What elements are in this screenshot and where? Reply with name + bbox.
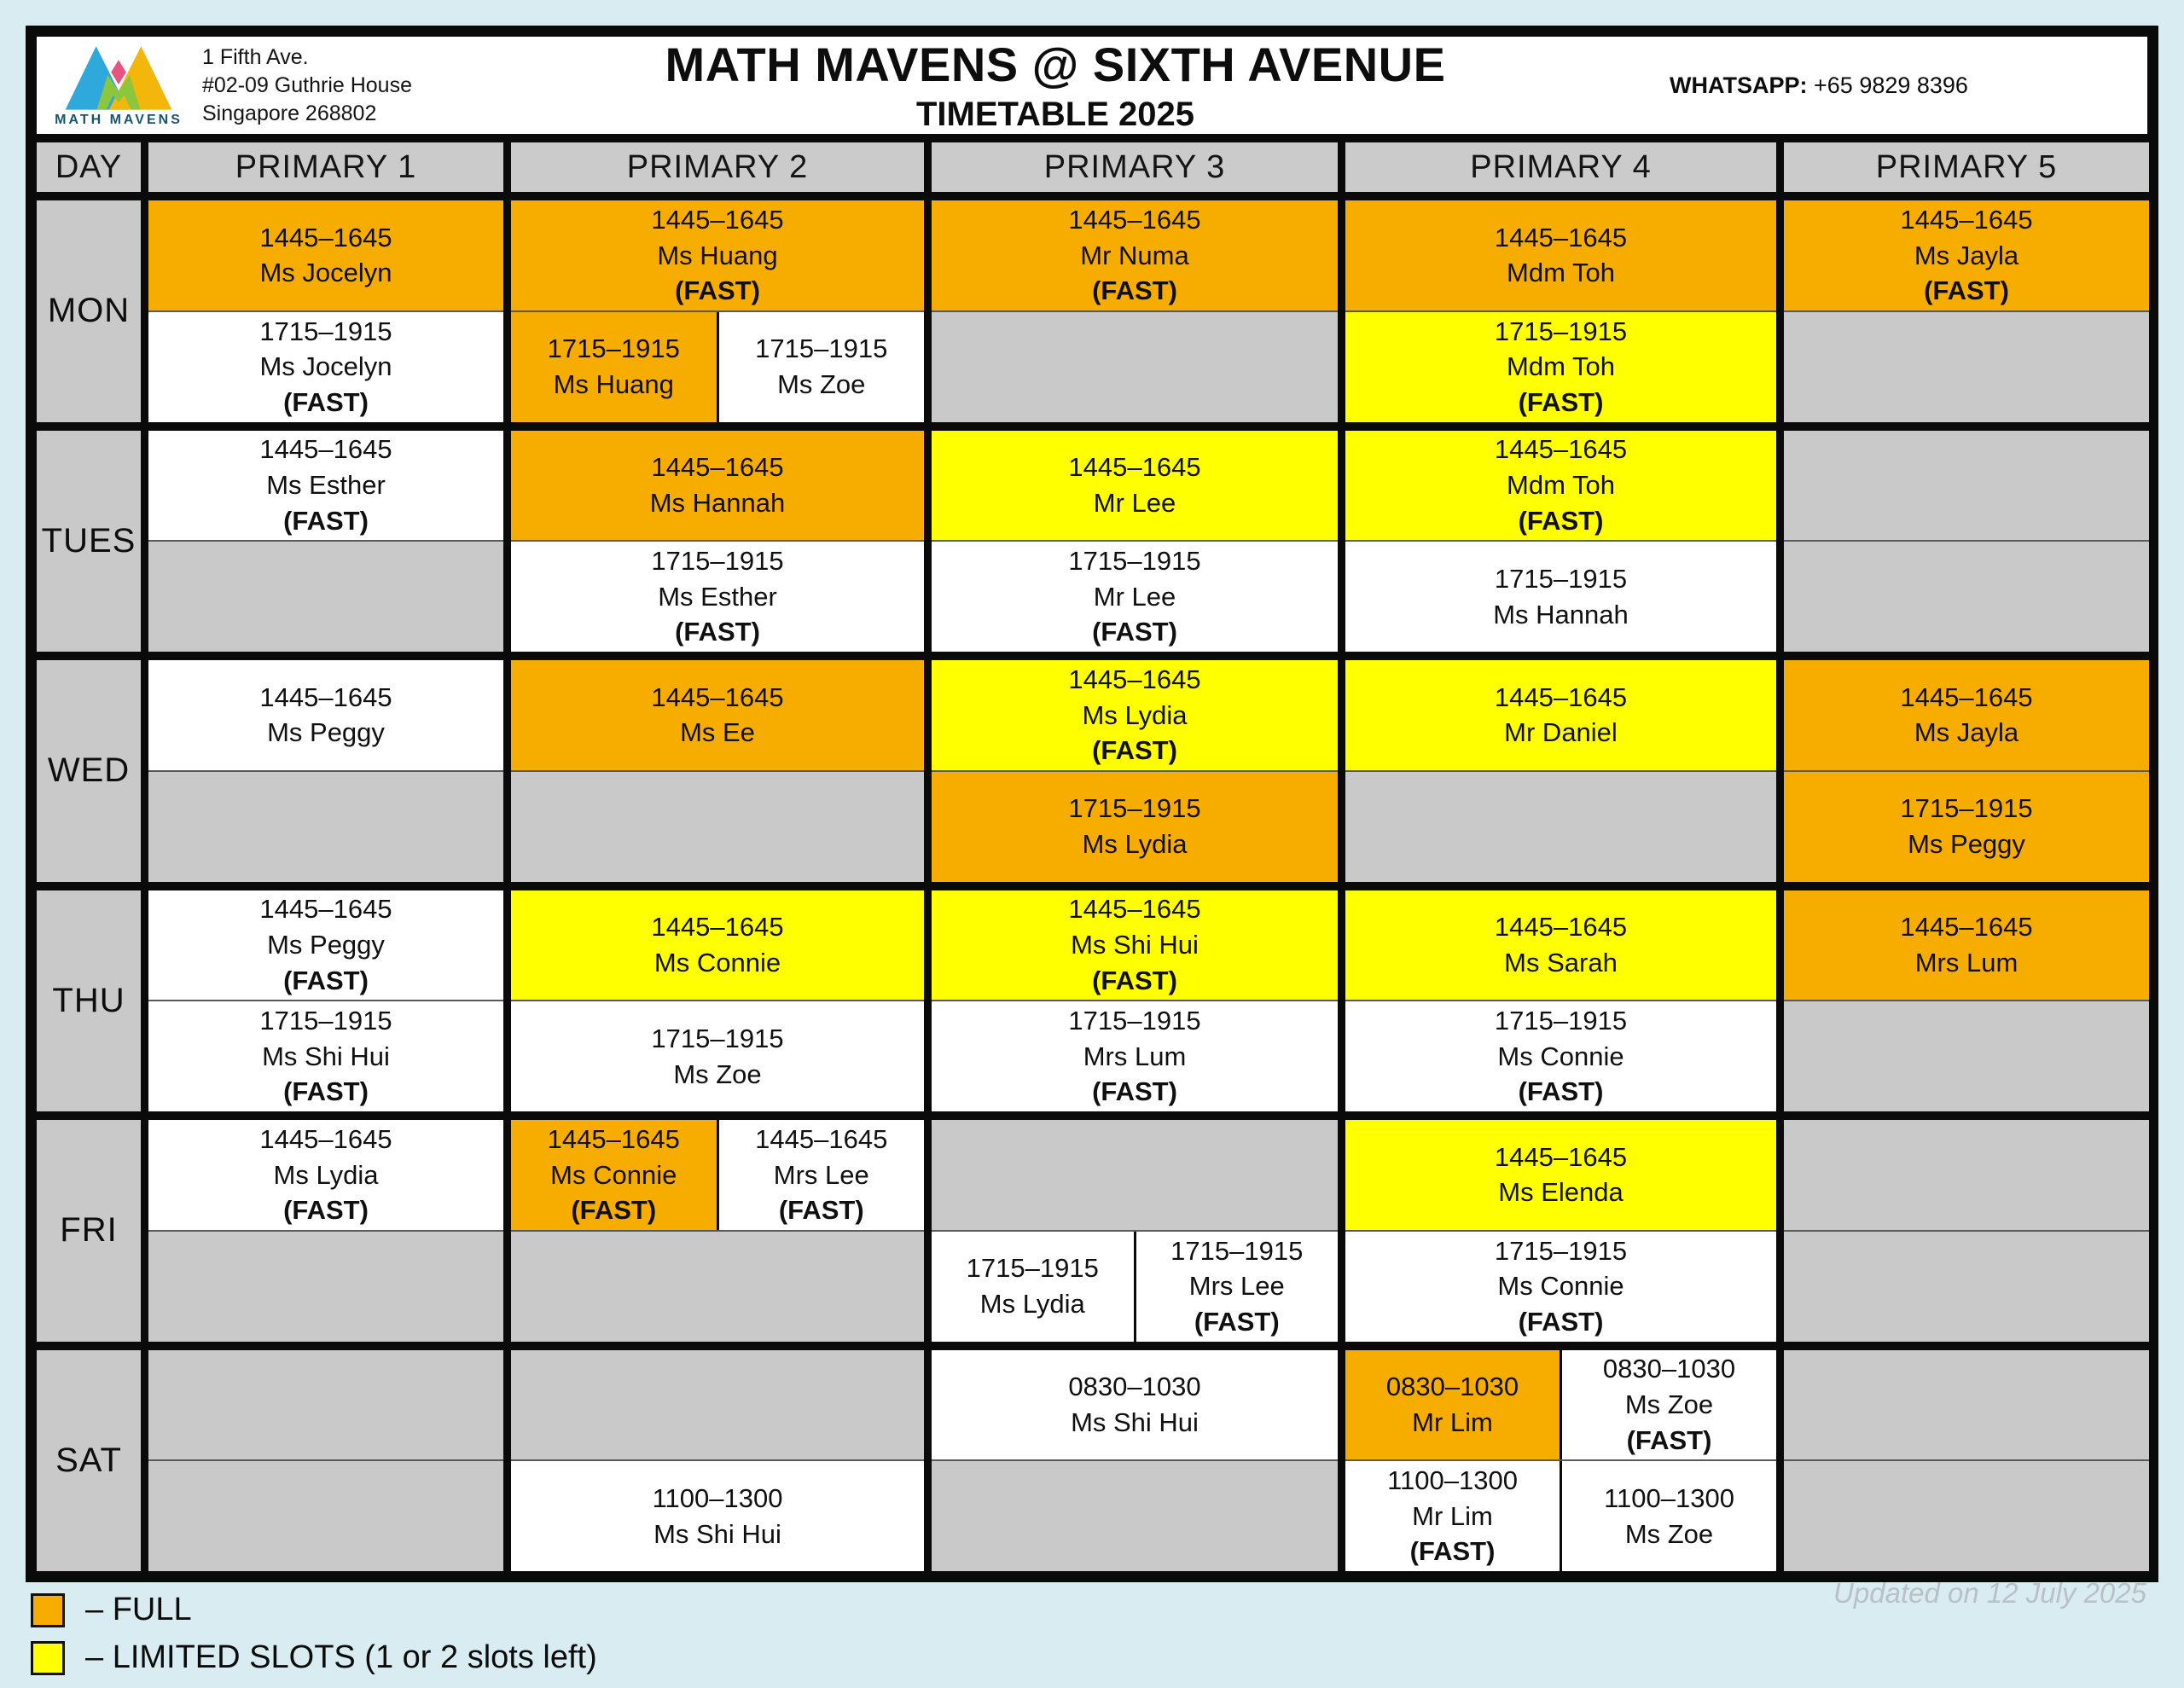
slot-teacher: Ms Elenda — [1498, 1177, 1623, 1208]
wed-primary5 — [1784, 660, 2149, 882]
fri-primary1 — [148, 1120, 503, 1342]
slot-teacher: Ms Esther — [658, 581, 777, 612]
wed-primary3 — [932, 660, 1338, 882]
timetable — [26, 26, 2158, 1582]
slot-time: 0830–1030 — [1385, 1372, 1519, 1402]
slot-time: 1715–1915 — [1068, 546, 1201, 577]
slot-teacher: Ms Zoe — [1624, 1389, 1714, 1420]
timetable-row-sat — [37, 1350, 2147, 1572]
slot-teacher: Ms Ee — [680, 717, 755, 748]
empty-slot — [511, 1232, 924, 1342]
empty-slot — [148, 1350, 503, 1460]
slot-cell — [1345, 890, 1776, 1001]
header-primary2: PRIMARY 2 — [511, 142, 924, 192]
slot-cell — [932, 1232, 1134, 1342]
empty-slot — [1784, 312, 2149, 422]
slot-fast-tag: (FAST) — [1092, 1076, 1177, 1107]
slot-teacher: Mr Lee — [1093, 581, 1176, 612]
fri-primary2 — [511, 1120, 924, 1342]
slot-time: 1445–1645 — [259, 894, 392, 925]
sat-primary4 — [1345, 1350, 1776, 1572]
slot-time: 1715–1915 — [259, 316, 392, 346]
page-title: MATH MAVENS @ SIXTH AVENUE — [665, 38, 1446, 91]
slot-fast-tag: (FAST) — [1092, 965, 1177, 995]
thu-primary2 — [511, 890, 924, 1112]
empty-slot — [1784, 1120, 2149, 1230]
slot-fast-tag: (FAST) — [283, 386, 369, 417]
empty-slot — [932, 1461, 1338, 1571]
slot-time: 1100–1300 — [1604, 1482, 1734, 1513]
empty-slot — [1784, 1232, 2149, 1342]
thu-primary4 — [1345, 890, 1776, 1112]
fri-primary3 — [932, 1120, 1338, 1342]
slot-teacher: Mrs Lum — [1083, 1041, 1187, 1071]
slot-fast-tag: (FAST) — [1092, 617, 1177, 647]
slot-cell — [511, 312, 717, 422]
slot-cell — [1345, 312, 1776, 422]
slot-cell — [511, 660, 924, 770]
slot-teacher: Ms Hannah — [1493, 599, 1629, 629]
slot-cell — [511, 1120, 717, 1230]
day-label-sat: SAT — [37, 1350, 141, 1572]
slot-fast-tag: (FAST) — [1924, 276, 2009, 306]
slot-cell — [511, 1461, 924, 1571]
empty-slot — [1784, 1001, 2149, 1111]
address-line: 1 Fifth Ave. — [202, 44, 309, 69]
tues-primary4 — [1345, 431, 1776, 653]
slot-teacher: Ms Connie — [550, 1159, 677, 1190]
header-primary3: PRIMARY 3 — [932, 142, 1338, 192]
slot-fast-tag: (FAST) — [675, 276, 760, 306]
day-label-wed: WED — [37, 660, 141, 882]
address-line: Singapore 268802 — [202, 101, 377, 125]
slot-teacher: Mr Lee — [1093, 487, 1176, 518]
slot-cell — [148, 431, 503, 541]
thu-primary1 — [148, 890, 503, 1112]
slot-teacher: Mr Numa — [1080, 240, 1189, 270]
sat-primary5 — [1784, 1350, 2149, 1572]
slot-cell — [932, 890, 1338, 1001]
slot-cell — [1562, 1461, 1776, 1571]
slot-teacher: Ms Shi Hui — [1071, 1407, 1199, 1437]
address-block — [202, 44, 441, 128]
split-slot — [1345, 1461, 1776, 1571]
slot-cell — [511, 1001, 924, 1111]
slot-time: 1715–1915 — [1170, 1235, 1304, 1266]
legend-label-full: – FULL — [85, 1592, 192, 1627]
wed-primary4 — [1345, 660, 1776, 882]
slot-teacher: Ms Zoe — [777, 369, 866, 400]
slot-fast-tag: (FAST) — [283, 505, 369, 536]
slot-time: 1445–1645 — [755, 1123, 888, 1154]
slot-cell — [511, 200, 924, 310]
mon-primary1 — [148, 200, 503, 422]
day-label-thu: THU — [37, 890, 141, 1112]
address-line: #02-09 Guthrie House — [202, 73, 412, 97]
slot-time: 1715–1915 — [1494, 316, 1628, 346]
slot-time: 1100–1300 — [652, 1482, 783, 1513]
legend-row-full — [31, 1592, 597, 1628]
slot-teacher: Ms Huang — [553, 369, 674, 400]
mountains-logo-icon — [62, 44, 175, 112]
empty-slot — [1784, 1461, 2149, 1571]
slot-time: 1445–1645 — [1494, 1141, 1628, 1172]
split-slot — [932, 1232, 1338, 1342]
timetable-row-wed — [37, 660, 2147, 882]
slot-fast-tag: (FAST) — [283, 965, 369, 995]
tues-primary5 — [1784, 431, 2149, 653]
slot-time: 1445–1645 — [1068, 664, 1201, 694]
slot-time: 1715–1915 — [1900, 793, 2033, 824]
slot-cell — [932, 772, 1338, 882]
whatsapp-contact — [1670, 73, 2147, 99]
updated-note: Updated on 12 July 2025 — [1833, 1577, 2146, 1609]
full-color-swatch — [31, 1593, 65, 1627]
slot-cell — [511, 890, 924, 1001]
slot-fast-tag: (FAST) — [1092, 735, 1177, 766]
slot-teacher: Ms Peggy — [267, 717, 385, 748]
slot-time: 1100–1300 — [1387, 1465, 1518, 1496]
sat-primary3 — [932, 1350, 1338, 1572]
split-slot — [511, 312, 924, 422]
empty-slot — [511, 772, 924, 882]
slot-fast-tag: (FAST) — [1626, 1424, 1712, 1455]
mon-primary3 — [932, 200, 1338, 422]
slot-time: 1445–1645 — [1900, 682, 2033, 712]
slot-fast-tag: (FAST) — [1194, 1306, 1280, 1337]
slot-time: 1445–1645 — [651, 452, 784, 483]
sat-primary2 — [511, 1350, 924, 1572]
slot-cell — [1784, 772, 2149, 882]
mon-primary5 — [1784, 200, 2149, 422]
slot-time: 1445–1645 — [259, 1123, 392, 1154]
thu-primary3 — [932, 890, 1338, 1112]
header-primary5: PRIMARY 5 — [1784, 142, 2149, 192]
legend — [31, 1592, 597, 1676]
slot-teacher: Mdm Toh — [1507, 351, 1615, 382]
slot-teacher: Ms Shi Hui — [262, 1041, 390, 1071]
thu-primary5 — [1784, 890, 2149, 1112]
masthead — [37, 37, 2147, 134]
slot-teacher: Mrs Lum — [1914, 947, 2018, 977]
timetable-row-mon — [37, 200, 2147, 422]
slot-fast-tag: (FAST) — [1518, 1306, 1604, 1337]
slot-time: 1445–1645 — [1494, 222, 1628, 252]
slot-time: 1445–1645 — [1900, 912, 2033, 943]
tues-primary1 — [148, 431, 503, 653]
day-label-mon: MON — [37, 200, 141, 422]
slot-fast-tag: (FAST) — [283, 1076, 369, 1107]
slot-time: 1445–1645 — [547, 1123, 680, 1154]
slot-teacher: Mrs Lee — [1188, 1271, 1285, 1302]
slot-cell — [932, 1001, 1338, 1111]
slot-time: 1715–1915 — [651, 546, 784, 577]
slot-teacher: Ms Jocelyn — [259, 258, 392, 288]
fri-primary5 — [1784, 1120, 2149, 1342]
empty-slot — [148, 1232, 503, 1342]
slot-teacher: Ms Zoe — [1624, 1518, 1714, 1549]
slot-cell — [148, 1120, 503, 1230]
slot-cell — [148, 660, 503, 770]
day-label-tues: TUES — [37, 431, 141, 653]
split-slot — [1345, 1350, 1776, 1460]
slot-time: 1715–1915 — [1494, 1235, 1628, 1266]
slot-fast-tag: (FAST) — [1092, 276, 1177, 306]
empty-slot — [1784, 542, 2149, 652]
slot-time: 1715–1915 — [1068, 1006, 1201, 1036]
slot-cell — [148, 200, 503, 310]
empty-slot — [1345, 772, 1776, 882]
slot-time: 1445–1645 — [1068, 204, 1201, 235]
timetable-row-fri — [37, 1120, 2147, 1342]
slot-time: 1715–1915 — [259, 1006, 392, 1036]
slot-fast-tag: (FAST) — [1409, 1536, 1496, 1567]
slot-cell — [932, 431, 1338, 541]
fri-primary4 — [1345, 1120, 1776, 1342]
slot-teacher: Ms Huang — [657, 240, 778, 270]
slot-time: 1445–1645 — [1068, 894, 1201, 925]
legend-label-limited: – LIMITED SLOTS (1 or 2 slots left) — [85, 1639, 597, 1675]
legend-row-limited — [31, 1639, 597, 1676]
slot-teacher: Ms Peggy — [267, 930, 385, 960]
whatsapp-label: WHATSAPP: — [1670, 72, 1808, 98]
slot-teacher: Ms Peggy — [1908, 829, 2025, 860]
slot-cell — [511, 542, 924, 652]
timetable-row-tues — [37, 431, 2147, 653]
slot-cell — [1784, 890, 2149, 1001]
slot-teacher: Ms Lydia — [979, 1289, 1085, 1320]
slot-teacher: Ms Connie — [1497, 1041, 1624, 1071]
slot-teacher: Ms Lydia — [1082, 829, 1188, 860]
slot-time: 1445–1645 — [259, 682, 392, 712]
slot-teacher: Mr Lim — [1412, 1500, 1493, 1531]
slot-cell — [719, 1120, 925, 1230]
slot-time: 1445–1645 — [1068, 452, 1201, 483]
slot-fast-tag: (FAST) — [571, 1195, 657, 1226]
wed-primary1 — [148, 660, 503, 882]
sat-primary1 — [148, 1350, 503, 1572]
slot-cell — [1136, 1232, 1339, 1342]
empty-slot — [511, 1350, 924, 1460]
slot-time: 1445–1645 — [1494, 434, 1628, 465]
slot-time: 0830–1030 — [1602, 1354, 1736, 1384]
slot-time: 1715–1915 — [651, 1023, 784, 1053]
slot-fast-tag: (FAST) — [778, 1195, 864, 1226]
slot-cell — [1345, 1120, 1776, 1230]
slot-time: 1445–1645 — [259, 222, 392, 252]
whatsapp-number: +65 9829 8396 — [1814, 72, 1968, 98]
wed-primary2 — [511, 660, 924, 882]
split-slot — [511, 1120, 924, 1230]
header-primary4: PRIMARY 4 — [1345, 142, 1776, 192]
slot-cell — [1784, 200, 2149, 310]
slot-cell — [932, 200, 1338, 310]
slot-cell — [148, 1001, 503, 1111]
slot-cell — [1345, 1232, 1776, 1342]
slot-cell — [932, 1350, 1338, 1460]
logo-wordmark: MATH MAVENS — [55, 112, 183, 127]
slot-time: 1445–1645 — [651, 912, 784, 943]
slot-time: 1445–1645 — [651, 204, 784, 235]
slot-teacher: Ms Lydia — [273, 1159, 379, 1190]
tues-primary2 — [511, 431, 924, 653]
slot-teacher: Mr Lim — [1412, 1407, 1493, 1437]
mon-primary4 — [1345, 200, 1776, 422]
slot-teacher: Ms Jocelyn — [259, 351, 392, 382]
timetable-row-thu — [37, 890, 2147, 1112]
slot-teacher: Mdm Toh — [1507, 258, 1615, 288]
empty-slot — [148, 772, 503, 882]
slot-teacher: Mrs Lee — [773, 1159, 869, 1190]
slot-cell — [1562, 1350, 1776, 1460]
slot-teacher: Ms Connie — [653, 947, 781, 977]
empty-slot — [1784, 1350, 2149, 1460]
slot-teacher: Ms Connie — [1497, 1271, 1624, 1302]
slot-teacher: Ms Hannah — [649, 487, 786, 518]
empty-slot — [932, 1120, 1338, 1230]
slot-time: 1715–1915 — [966, 1253, 1099, 1284]
slot-teacher: Ms Shi Hui — [653, 1518, 781, 1549]
slot-cell — [1345, 542, 1776, 652]
title-block — [441, 37, 1670, 134]
slot-cell — [1345, 1461, 1560, 1571]
slot-cell — [148, 312, 503, 422]
limited-color-swatch — [31, 1641, 65, 1675]
slot-time: 1715–1915 — [547, 334, 680, 364]
slot-teacher: Mr Daniel — [1504, 717, 1618, 748]
slot-teacher: Ms Jayla — [1914, 717, 2019, 748]
slot-fast-tag: (FAST) — [675, 617, 760, 647]
empty-slot — [932, 312, 1338, 422]
slot-cell — [1345, 1001, 1776, 1111]
slot-time: 1715–1915 — [1494, 1006, 1628, 1036]
header-day: DAY — [37, 142, 141, 192]
empty-slot — [1784, 431, 2149, 541]
slot-fast-tag: (FAST) — [1518, 386, 1604, 417]
slot-teacher: Ms Lydia — [1082, 699, 1188, 730]
slot-teacher: Ms Shi Hui — [1071, 930, 1199, 960]
slot-fast-tag: (FAST) — [1518, 505, 1604, 536]
slot-time: 1445–1645 — [651, 682, 784, 712]
slot-cell — [1345, 431, 1776, 541]
slot-cell — [1345, 200, 1776, 310]
slot-time: 1715–1915 — [1494, 563, 1628, 594]
slot-time: 1715–1915 — [755, 334, 888, 364]
slot-cell — [148, 890, 503, 1001]
slot-time: 1715–1915 — [1068, 793, 1201, 824]
slot-cell — [719, 312, 925, 422]
slot-time: 1445–1645 — [1900, 204, 2033, 235]
slot-time: 0830–1030 — [1068, 1372, 1201, 1402]
slot-teacher: Ms Esther — [266, 470, 386, 501]
slot-cell — [511, 431, 924, 541]
empty-slot — [148, 1461, 503, 1571]
slot-cell — [1345, 1350, 1560, 1460]
page-subtitle: TIMETABLE 2025 — [916, 96, 1194, 133]
slot-teacher: Ms Sarah — [1504, 947, 1618, 977]
header-primary1: PRIMARY 1 — [148, 142, 503, 192]
mon-primary2 — [511, 200, 924, 422]
slot-teacher: Ms Zoe — [673, 1059, 762, 1089]
slot-teacher: Mdm Toh — [1507, 470, 1615, 501]
slot-time: 1445–1645 — [1494, 682, 1628, 712]
empty-slot — [148, 542, 503, 652]
day-label-fri: FRI — [37, 1120, 141, 1342]
slot-cell — [1784, 660, 2149, 770]
math-mavens-logo — [50, 44, 187, 128]
column-headers — [37, 142, 2147, 192]
slot-time: 1445–1645 — [1494, 912, 1628, 943]
tues-primary3 — [932, 431, 1338, 653]
slot-teacher: Ms Jayla — [1914, 240, 2019, 270]
slot-cell — [932, 660, 1338, 770]
slot-cell — [1345, 660, 1776, 770]
slot-fast-tag: (FAST) — [283, 1195, 369, 1226]
slot-cell — [932, 542, 1338, 652]
slot-time: 1445–1645 — [259, 434, 392, 465]
slot-fast-tag: (FAST) — [1518, 1076, 1604, 1107]
